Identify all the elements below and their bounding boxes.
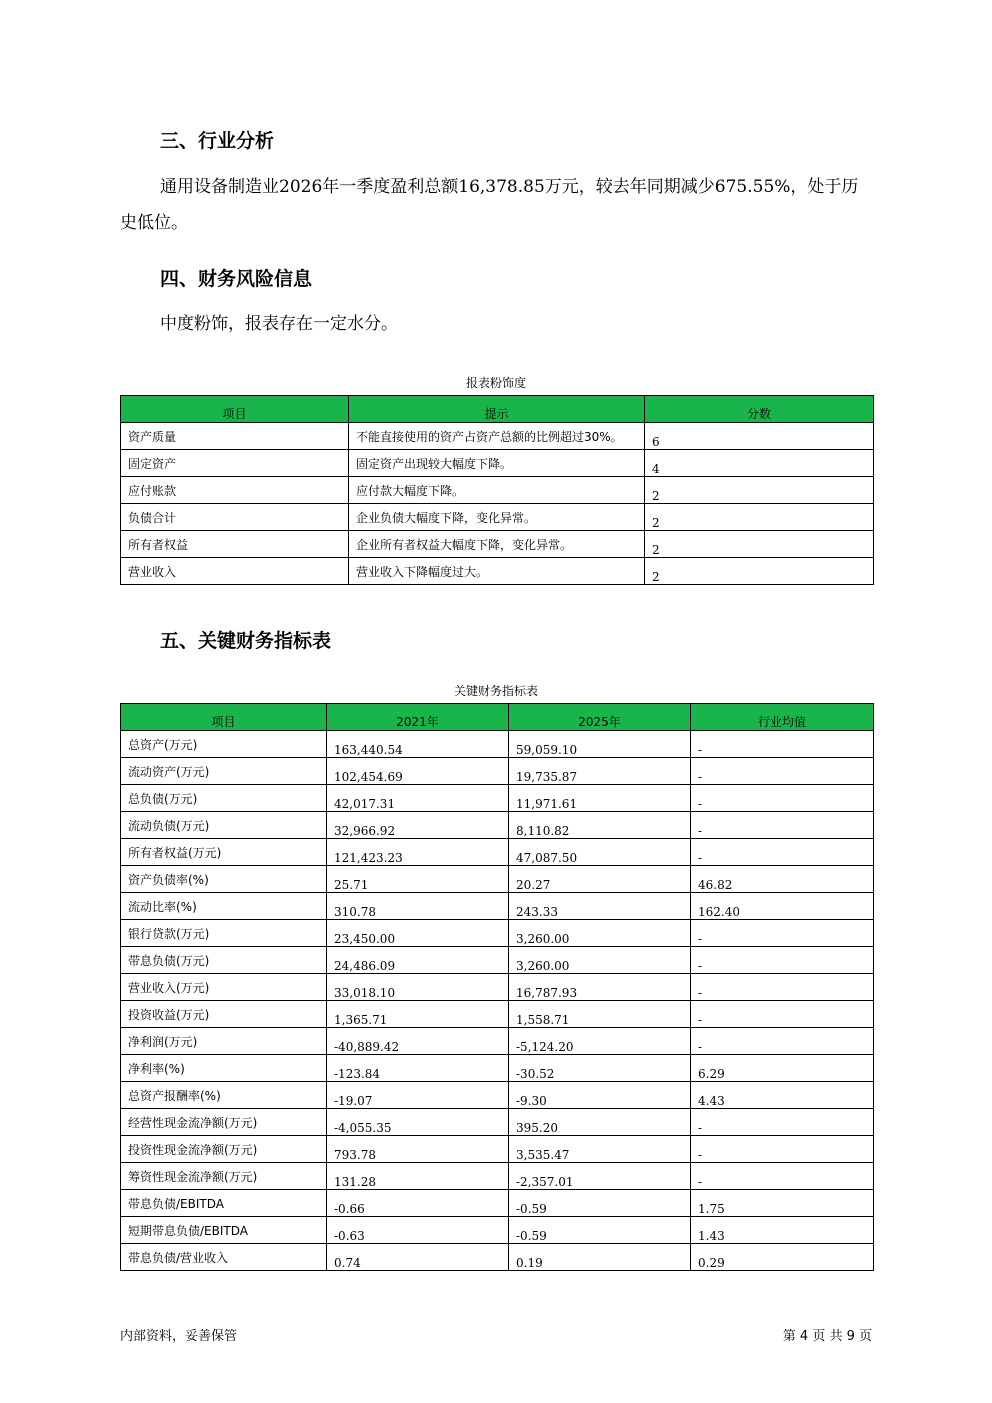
table-row <box>121 450 874 477</box>
table-cell: 0.74 <box>327 1244 509 1271</box>
header-cell: 项目 <box>121 396 349 423</box>
table-header-row <box>121 704 874 731</box>
table-row <box>121 785 874 812</box>
header-cell: 项目 <box>121 704 327 731</box>
table-cell: 32,966.92 <box>327 812 509 839</box>
table-cell: -0.59 <box>509 1217 691 1244</box>
table-cell: - <box>691 1163 874 1190</box>
table-cell: 33,018.10 <box>327 974 509 1001</box>
table-cell: 带息负债/营业收入 <box>121 1244 327 1271</box>
table-row <box>121 920 874 947</box>
table-row <box>121 531 874 558</box>
table-cell: 310.78 <box>327 893 509 920</box>
table-row <box>121 1217 874 1244</box>
table-row <box>121 504 874 531</box>
table-cell: 20.27 <box>509 866 691 893</box>
header-cell: 2021年 <box>327 704 509 731</box>
table-row <box>121 1001 874 1028</box>
table-cell: -19.07 <box>327 1082 509 1109</box>
table-row <box>121 866 874 893</box>
table-cell: 6 <box>645 423 874 450</box>
table-cell: 营业收入下降幅度过大。 <box>349 558 645 585</box>
section-4-title: 四、财务风险信息 <box>160 268 313 290</box>
whitewash-table <box>120 395 874 585</box>
table-cell: -4,055.35 <box>327 1109 509 1136</box>
table-cell: 筹资性现金流净额(万元) <box>121 1163 327 1190</box>
table-cell: 3,535.47 <box>509 1136 691 1163</box>
table-row <box>121 839 874 866</box>
table-cell: 2 <box>645 504 874 531</box>
table-cell: 162.40 <box>691 893 874 920</box>
table-cell: - <box>691 731 874 758</box>
table-cell: - <box>691 947 874 974</box>
table-cell: - <box>691 1109 874 1136</box>
table-cell: 流动负债(万元) <box>121 812 327 839</box>
table-row <box>121 1163 874 1190</box>
header-cell: 2025年 <box>509 704 691 731</box>
table-cell: 42,017.31 <box>327 785 509 812</box>
table-cell: 营业收入(万元) <box>121 974 327 1001</box>
table-cell: 3,260.00 <box>509 920 691 947</box>
table-cell: - <box>691 758 874 785</box>
table-cell: 流动资产(万元) <box>121 758 327 785</box>
table-cell: 所有者权益 <box>121 531 349 558</box>
table-cell: 102,454.69 <box>327 758 509 785</box>
table-cell: - <box>691 1028 874 1055</box>
table2-caption: 关键财务指标表 <box>453 684 538 698</box>
section-4-text: 中度粉饰，报表存在一定水分。 <box>160 314 398 334</box>
section-5-title: 五、关键财务指标表 <box>160 630 332 652</box>
table-cell: 121,423.23 <box>327 839 509 866</box>
table-cell: 投资性现金流净额(万元) <box>121 1136 327 1163</box>
table-cell: 0.19 <box>509 1244 691 1271</box>
header-cell: 行业均值 <box>691 704 874 731</box>
table-cell: 营业收入 <box>121 558 349 585</box>
table-cell: 47,087.50 <box>509 839 691 866</box>
table-cell: 2 <box>645 558 874 585</box>
table-cell: 16,787.93 <box>509 974 691 1001</box>
table-cell: 24,486.09 <box>327 947 509 974</box>
table-cell: 资产质量 <box>121 423 349 450</box>
table-cell: 带息负债(万元) <box>121 947 327 974</box>
table-row <box>121 812 874 839</box>
table-cell: 25.71 <box>327 866 509 893</box>
table-cell: 23,450.00 <box>327 920 509 947</box>
table-cell: 企业负债大幅度下降，变化异常。 <box>349 504 645 531</box>
header-cell: 提示 <box>349 396 645 423</box>
table-cell: 59,059.10 <box>509 731 691 758</box>
table-row <box>121 1109 874 1136</box>
table-cell: - <box>691 812 874 839</box>
table-cell: 2 <box>645 531 874 558</box>
table-cell: - <box>691 1001 874 1028</box>
table-row <box>121 1082 874 1109</box>
table-cell: 6.29 <box>691 1055 874 1082</box>
table-cell: 3,260.00 <box>509 947 691 974</box>
table-row <box>121 1190 874 1217</box>
table-cell: -40,889.42 <box>327 1028 509 1055</box>
table-row <box>121 477 874 504</box>
header-cell: 分数 <box>645 396 874 423</box>
table-cell: 1,558.71 <box>509 1001 691 1028</box>
table-cell: 1,365.71 <box>327 1001 509 1028</box>
footer-page-number: 第 4 页 共 9 页 <box>782 1329 872 1344</box>
table-row <box>121 1055 874 1082</box>
table-cell: 395.20 <box>509 1109 691 1136</box>
table-cell: 银行贷款(万元) <box>121 920 327 947</box>
table-cell: - <box>691 1136 874 1163</box>
section-3-title: 三、行业分析 <box>160 130 275 152</box>
key-indicators-table <box>120 703 874 1271</box>
table-cell: 企业所有者权益大幅度下降，变化异常。 <box>349 531 645 558</box>
table-cell: -9.30 <box>509 1082 691 1109</box>
table-cell: -2,357.01 <box>509 1163 691 1190</box>
table-row <box>121 423 874 450</box>
table-cell: 总负债(万元) <box>121 785 327 812</box>
table-cell: 短期带息负债/EBITDA <box>121 1217 327 1244</box>
table-cell: -30.52 <box>509 1055 691 1082</box>
table-row <box>121 1028 874 1055</box>
table-cell: 带息负债/EBITDA <box>121 1190 327 1217</box>
table-cell: - <box>691 785 874 812</box>
table-row <box>121 731 874 758</box>
table1-caption: 报表粉饰度 <box>465 376 526 390</box>
table-cell: - <box>691 839 874 866</box>
table-cell: 总资产报酬率(%) <box>121 1082 327 1109</box>
table-cell: -123.84 <box>327 1055 509 1082</box>
table-cell: 1.43 <box>691 1217 874 1244</box>
table-cell: 应付账款 <box>121 477 349 504</box>
footer-confidential: 内部资料，妥善保管 <box>120 1329 238 1344</box>
table-header-row <box>121 396 874 423</box>
table-cell: 4.43 <box>691 1082 874 1109</box>
table-cell: 2 <box>645 477 874 504</box>
table-cell: -0.63 <box>327 1217 509 1244</box>
table-cell: 不能直接使用的资产占资产总额的比例超过30%。 <box>349 423 645 450</box>
table-cell: 1.75 <box>691 1190 874 1217</box>
table-cell: 应付款大幅度下降。 <box>349 477 645 504</box>
table-cell: 131.28 <box>327 1163 509 1190</box>
table-cell: 11,971.61 <box>509 785 691 812</box>
table-cell: 0.29 <box>691 1244 874 1271</box>
table-cell: 固定资产出现较大幅度下降。 <box>349 450 645 477</box>
table-cell: 经营性现金流净额(万元) <box>121 1109 327 1136</box>
table-cell: 总资产(万元) <box>121 731 327 758</box>
table-cell: -0.59 <box>509 1190 691 1217</box>
table-cell: 8,110.82 <box>509 812 691 839</box>
table-row <box>121 974 874 1001</box>
table-cell: -5,124.20 <box>509 1028 691 1055</box>
table-cell: 固定资产 <box>121 450 349 477</box>
table-row <box>121 1244 874 1271</box>
table-cell: 243.33 <box>509 893 691 920</box>
table-cell: - <box>691 920 874 947</box>
table-cell: 46.82 <box>691 866 874 893</box>
table-cell: 净利率(%) <box>121 1055 327 1082</box>
table-row <box>121 558 874 585</box>
table-row <box>121 947 874 974</box>
table-row <box>121 893 874 920</box>
table-cell: 793.78 <box>327 1136 509 1163</box>
table-cell: 163,440.54 <box>327 731 509 758</box>
table-cell: 流动比率(%) <box>121 893 327 920</box>
table-cell: 所有者权益(万元) <box>121 839 327 866</box>
table-cell: 净利润(万元) <box>121 1028 327 1055</box>
table-cell: - <box>691 974 874 1001</box>
section-3-text: 通用设备制造业2026年一季度盈利总额16,378.85万元，较去年同期减少675.55%，处于历史低位。 <box>120 177 859 233</box>
table-cell: 投资收益(万元) <box>121 1001 327 1028</box>
table-cell: 资产负债率(%) <box>121 866 327 893</box>
table-cell: -0.66 <box>327 1190 509 1217</box>
table-cell: 负债合计 <box>121 504 349 531</box>
table-cell: 4 <box>645 450 874 477</box>
table-row <box>121 1136 874 1163</box>
table-cell: 19,735.87 <box>509 758 691 785</box>
table-row <box>121 758 874 785</box>
